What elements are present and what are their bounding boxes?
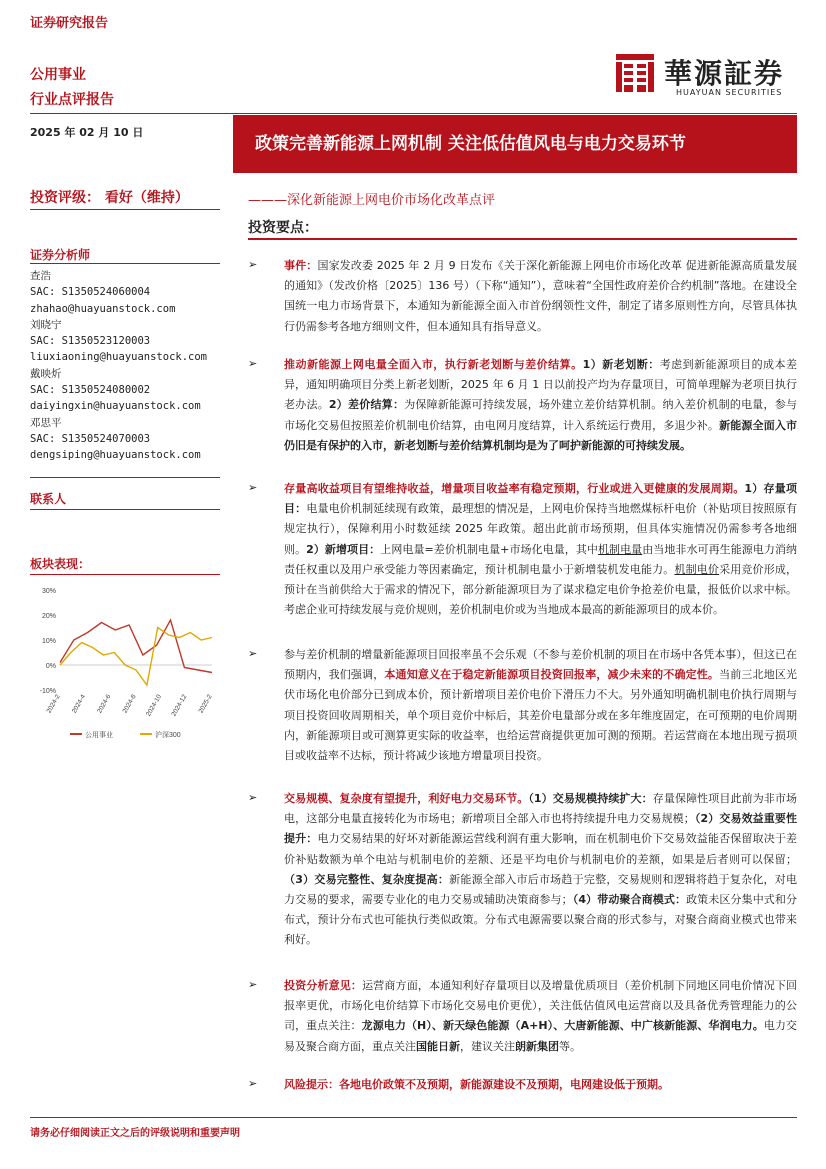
paragraph-subhead: （1）交易规模持续扩大： — [528, 792, 653, 805]
bullet-icon: ➢ — [248, 258, 258, 271]
paragraph-subhead: （4）带动聚合商模式： — [572, 893, 687, 907]
paragraph-returns — [284, 645, 797, 766]
report-title: 政策完善新能源上网机制 关注低估值风电与电力交易环节 — [233, 115, 797, 173]
x-tick-label: 2024-2 — [45, 693, 62, 715]
x-tick-label: 2024-8 — [121, 693, 138, 715]
y-tick-label: 10% — [41, 638, 56, 645]
section-heading: 投资要点： — [248, 220, 318, 236]
bullet-icon: ➢ — [248, 1077, 258, 1090]
footer-divider — [30, 1117, 797, 1118]
paragraph-policy — [284, 355, 797, 456]
paragraph-text: 考虑到新能源项目的成本差异，通知明确项目分类上新老划断，2025 年 6 月 1 日以前投产均为存量项目，可简单理解为老项目执行老办法。 — [284, 358, 798, 412]
report-category-label: 行业点评报告 — [30, 92, 114, 108]
paragraph-text: 运营商方面，本通知利好存量项目以及增量优质项目（差价机制下同地区同电价情况下回报率更优，市场化电价结算下市场化交易电价更优），关注低估值风电运营商以及具备优秀管理能力的公司，重点关注： — [284, 979, 798, 1033]
paragraph-underline: 机制电量 — [597, 542, 643, 556]
section-divider — [248, 238, 797, 240]
x-tick-label: 2024-4 — [70, 693, 88, 715]
bullet-icon: ➢ — [248, 647, 258, 660]
paragraph-text: 电量电价机制延续现有政策，最理想的情况是，上网电价保持当地燃煤标杆电价（补贴项目按照原有规定执行），保障利用小时数延续 2025 年政策。超出此前市场预期，但具体实施情况仍需参考各地细则。 — [284, 502, 797, 556]
paragraph-lead: 交易规模、复杂度有望提升，利好电力交易环节。 — [284, 792, 529, 805]
y-tick-label: 0% — [45, 663, 56, 670]
paragraph-subhead: 2）差价结算： — [328, 398, 405, 412]
analyst-line: SAC: S1350524060004 — [30, 286, 151, 299]
bullet-icon: ➢ — [248, 791, 258, 804]
y-tick-label: 20% — [41, 613, 56, 620]
huayuan-logo-icon — [614, 52, 656, 94]
paragraph-text: 当前三北地区光伏市场化电价部分已到成本价，预计新增项目差价电价下滑压力不大。另外通知明确机制电价执行周期与项目投资回收周期相关，单个项目竞价中标后，其差价电量部分或在多年维度固定，在可预期的电价周期内，新能源项目或可测算更实际的收益率，也给运营商提供更加可测的预期。若运营商在本地出现亏损项目或收益率不达标，预计将减少该地方增量项目投资。 — [284, 668, 798, 763]
paragraph-text: 等。 — [559, 1039, 581, 1053]
footer-disclaimer: 请务必仔细阅读正文之后的评级说明和重要声明 — [30, 1128, 240, 1139]
analyst-email: daiyingxin@huayuanstock.com — [30, 400, 201, 413]
analyst-list — [30, 268, 207, 464]
paragraph-text: 由当地非水可再生能源电力消纳责任权重以及用户承受能力等因素确定，预计机制电量小于新增装机发电能力。 — [284, 542, 798, 576]
paragraph-lead: 投资分析意见： — [284, 979, 363, 992]
paragraph-lead: 存量高收益项目有望维持收益，增量项目收益率有稳定预期，行业或进入更健康的发展周期。 — [284, 482, 745, 495]
paragraph-subhead: 1）存量项目： — [284, 482, 797, 516]
paragraph-lead: 推动新能源上网电量全面入市，执行新老划断与差价结算。 — [284, 358, 583, 371]
analyst-divider — [30, 263, 220, 264]
x-tick-label: 2024-10 — [145, 693, 164, 718]
logo-subtext: HUAYUAN SECURITIES — [676, 88, 783, 97]
report-type-label: 证券研究报告 — [30, 16, 109, 31]
paragraph-text: 上网电量=差价机制电量+市场化电量，其中 — [380, 542, 598, 556]
paragraph-subhead: （3）交易完整性、复杂度提高： — [284, 872, 450, 886]
paragraph-emphasis: 朗新集团 — [515, 1039, 559, 1053]
paragraph-text: ，建议关注 — [460, 1039, 515, 1053]
paragraph-emphasis: 龙源电力（H）、新天绿色能源（A+H）、大唐新能源、中广核新能源、华润电力。 — [361, 1019, 764, 1033]
performance-divider — [30, 574, 220, 575]
paragraph-text: 国家发改委 2025 年 2 月 9 日发布《关于深化新能源上网电价市场化改革 促进新能源高质量发展的通知》（发改价格〔2025〕136 号）（下称“通知”），意味着“全国性政府差价合约机制”落地。在建设全国统一电力市场背景下，本通知为新能源全面入市首份纲领性文件，制定了诸多原则性方向，尽管具体执行仍需参考各地方细则文件，但本通知具有指导意义。 — [284, 259, 798, 333]
risk-warning: 风险提示：各地电价政策不及预期，新能源建设不及预期，电网建设低于预期。 — [284, 1078, 669, 1091]
paragraph-subhead: （2）交易效益重要性提升： — [284, 812, 798, 846]
paragraph-event — [284, 256, 797, 337]
paragraph-emphasis: 本通知意义在于稳定新能源项目投资回报率，减少未来的不确定性。 — [384, 668, 720, 682]
sidebar-divider — [30, 477, 220, 478]
legend-label: 沪深300 — [155, 732, 181, 739]
analyst-line: SAC: S1350523120003 — [30, 335, 151, 348]
paragraph-text: 电力交易结果的好坏对新能源运营线利润有重大影响，而在机制电价下交易效益能否保留取决于差价补贴数额为单个电站与机制电价的差额、还是平均电价与机制电价的差额，如果是后者则可以保留； — [284, 832, 797, 866]
series-line — [60, 620, 212, 673]
analyst-email: zhahao@huayuanstock.com — [30, 302, 176, 315]
report-subtitle: ———深化新能源上网电价市场化改革点评 — [248, 193, 496, 208]
paragraph-text: 为保障新能源可持续发展，场外建立差价结算机制。纳入差价机制的电量，参与市场化交易但按照差价机制电价结算，由电网月度结算，计入系统运行费用，多退少补。 — [284, 398, 798, 432]
paragraph-emphasis: 国能日新 — [416, 1039, 460, 1053]
sector-performance-chart — [30, 584, 220, 744]
y-tick-label: 30% — [41, 588, 56, 595]
analyst-line: 戴映炘 — [30, 367, 62, 380]
analyst-email: liuxiaoning@huayuanstock.com — [30, 351, 208, 364]
paragraph-text: 参与差价机制的增量新能源项目回报率虽不会乐观（不参与差价机制的项目在市场中各凭本事），但这已在预期内，我们强调， — [284, 648, 797, 682]
paragraph-text: 政策未区分集中式和分布式，预计分布式也可能执行类似政策。分布式电源需要以聚合商的形式参与，对聚合商商业模式也带来利好。 — [284, 893, 798, 947]
bullet-icon: ➢ — [248, 357, 258, 370]
y-tick-label: -10% — [39, 688, 56, 695]
x-tick-label: 2024-12 — [170, 693, 189, 718]
paragraph-risk — [284, 1075, 797, 1095]
bullet-icon: ➢ — [248, 481, 258, 494]
report-date: 2025 年 02 月 10 日 — [30, 126, 144, 139]
paragraph-emphasis: 新能源全面入市仍旧是有保护的入市，新老划断与差价结算机制均是为了呵护新能源的可持续发展。 — [284, 418, 798, 452]
paragraph-text: 电力交易及聚合商方面，重点关注 — [284, 1019, 798, 1053]
paragraph-text: 新能源全部入市后市场趋于完整，交易规则和逻辑将趋于复杂化，对电力交易的要求，需要专业化的电力交易或辅助决策商参与； — [284, 872, 798, 907]
analyst-line: 查浩 — [30, 270, 51, 282]
analyst-line: SAC: S1350524080002 — [30, 384, 151, 397]
analyst-line: SAC: S1350524070003 — [30, 432, 151, 445]
industry-label: 公用事业 — [30, 67, 86, 83]
contact-heading: 联系人 — [30, 492, 67, 506]
paragraph-projects — [284, 479, 797, 620]
paragraph-lead: 事件： — [284, 259, 318, 272]
header-divider — [30, 113, 797, 114]
x-tick-label: 2024-6 — [96, 693, 113, 715]
analyst-heading: 证券分析师 — [30, 248, 91, 262]
analyst-line: 邓思平 — [30, 416, 62, 429]
investment-rating: 投资评级： 看好（维持） — [30, 190, 189, 206]
paragraph-text: 采用竞价形成，预计在当前供给大于需求的情况下，部分新能源项目为了谋求稳定电价争抢差价电量，报低价以求中标。考虑企业可持续发展与竞价规则，差价机制电价或为当地成本最高的新能源项目的成本价。 — [284, 562, 798, 617]
paragraph-subhead: 2）新增项目： — [306, 542, 381, 556]
legend-label: 公用事业 — [85, 732, 113, 739]
paragraph-subhead: 1）新老划断： — [582, 358, 660, 371]
paragraph-underline: 机制电价 — [674, 562, 720, 576]
contact-divider — [30, 509, 220, 510]
analyst-email: dengsiping@huayuanstock.com — [30, 449, 201, 462]
rating-divider — [30, 209, 220, 210]
bullet-icon: ➢ — [248, 978, 258, 991]
performance-heading: 板块表现： — [30, 557, 91, 571]
analyst-line: 刘晓宁 — [30, 318, 62, 331]
paragraph-investment — [284, 976, 797, 1057]
logo-text: 華源証券 — [664, 57, 785, 90]
paragraph-trading — [284, 789, 797, 951]
x-tick-label: 2025-2 — [197, 693, 214, 715]
series-line — [60, 628, 212, 686]
paragraph-text: 存量保障性项目此前为非市场电，这部分电量直接转化为市场电；新增项目全部入市也将持续提升电力交易规模； — [284, 792, 798, 826]
